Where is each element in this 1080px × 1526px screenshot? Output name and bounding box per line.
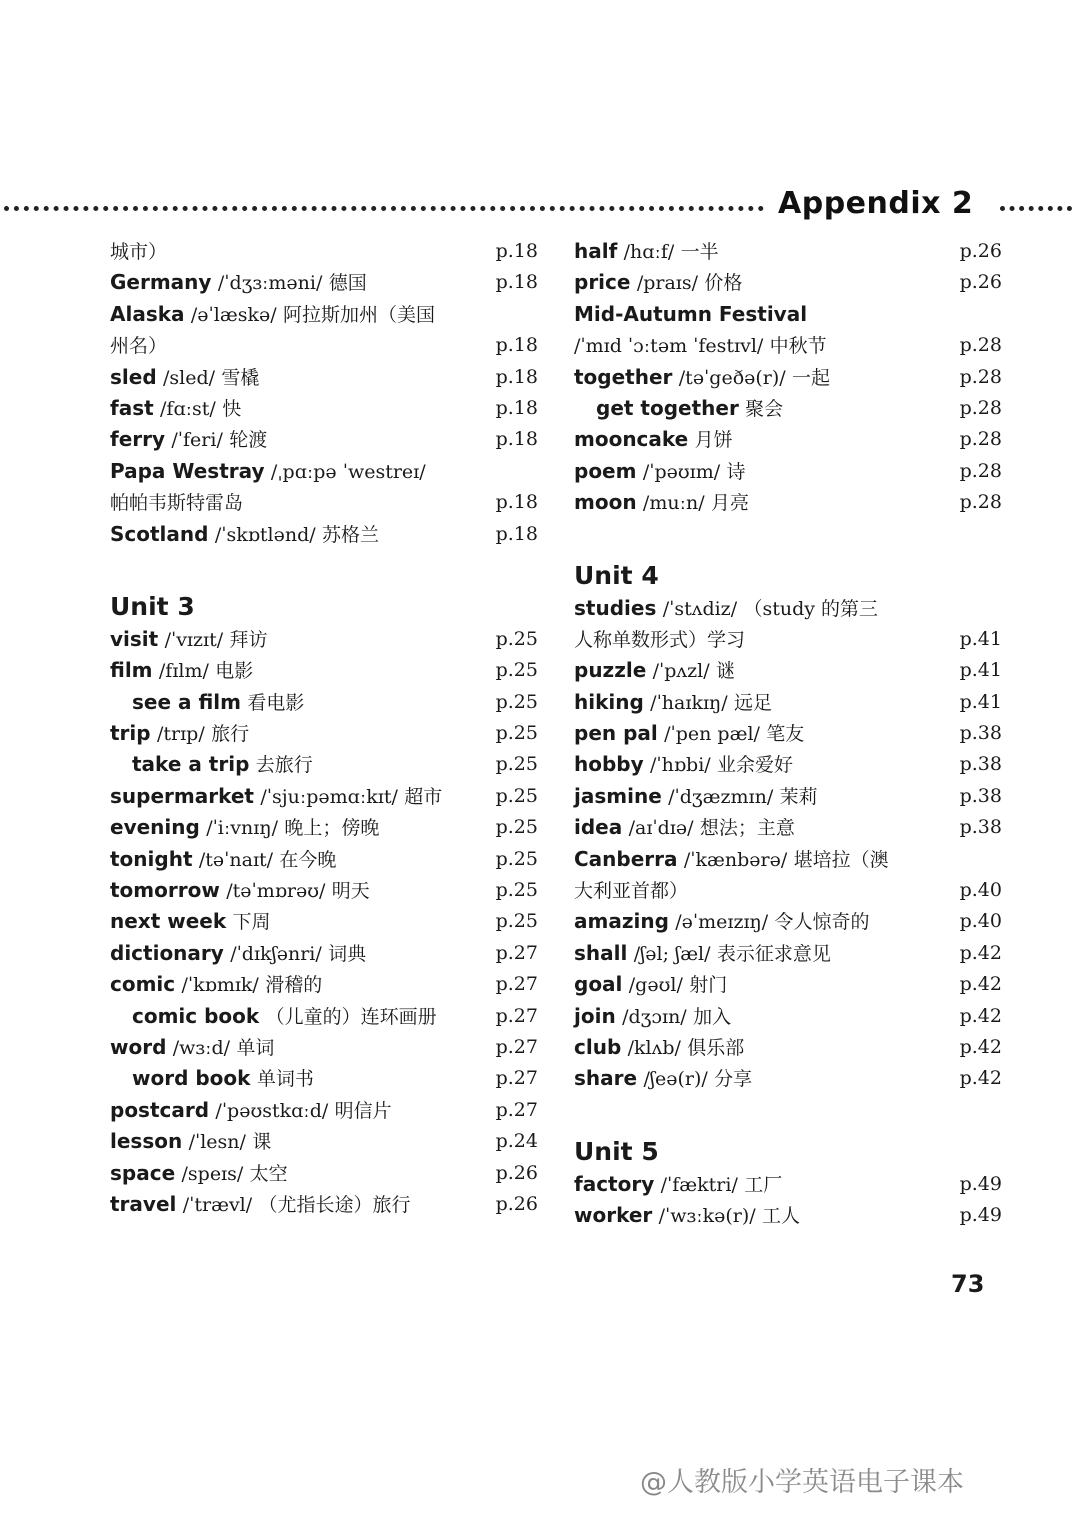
entry-translation: 笔友 (766, 723, 805, 746)
entry-word: Papa Westray (110, 458, 265, 483)
entry-phonetic: /ˈvɪzɪt/ (164, 628, 224, 651)
entry-word: factory (574, 1171, 655, 1196)
vocab-entry (574, 844, 1002, 875)
vocab-entry (110, 655, 538, 686)
section-gap (110, 550, 538, 590)
vocab-entry (110, 781, 538, 812)
vocab-entry (110, 906, 538, 937)
vocab-column-right (574, 236, 1002, 1232)
entry-page-ref: p.25 (495, 784, 538, 807)
entry-translation: 中秋节 (769, 335, 827, 358)
entry-translation: 下周 (232, 911, 271, 934)
entry-word: tonight (110, 846, 193, 871)
entry-phonetic: /təˈmɒrəʊ/ (226, 880, 326, 903)
vocab-entry (574, 362, 1002, 393)
entry-page-ref: p.18 (495, 491, 538, 514)
vocab-entry (574, 969, 1002, 1000)
vocab-entry (110, 393, 538, 424)
entry-phonetic: /ˈlesn/ (188, 1131, 246, 1154)
entry-translation: 阿拉斯加州（美国 (282, 303, 435, 326)
vocab-entry (574, 1200, 1002, 1231)
entry-translation: 一半 (680, 241, 719, 263)
entry-translation: 单词书 (256, 1068, 314, 1091)
entry-page-ref: p.18 (495, 240, 538, 262)
entry-page-ref: p.18 (495, 428, 538, 451)
entry-word: Scotland (110, 521, 209, 546)
entry-phonetic: /ˈfæktri/ (660, 1173, 738, 1196)
entry-word: tomorrow (110, 878, 220, 903)
entry-phonetic: /ˈpəʊɪm/ (642, 460, 721, 483)
vocab-entry (110, 267, 538, 298)
vocab-entry (110, 1158, 538, 1189)
entry-phonetic: /ˈhɒbi/ (650, 754, 711, 777)
entry-translation: （尤指长途）旅行 (258, 1193, 411, 1216)
entry-phonetic: /trɪp/ (156, 723, 205, 746)
entry-word: sled (110, 364, 157, 389)
entry-page-ref: p.27 (495, 1067, 538, 1090)
appendix-header (0, 186, 1080, 226)
vocab-entry (110, 456, 538, 487)
vocab-entry (574, 906, 1002, 937)
vocab-entry (574, 393, 1002, 424)
entry-phonetic: /ˈferi/ (171, 429, 223, 452)
vocab-entry (574, 812, 1002, 843)
entry-translation: 射门 (689, 974, 728, 997)
vocab-entry (110, 938, 538, 969)
entry-page-ref: p.41 (959, 690, 1002, 713)
entry-word: Alaska (110, 301, 185, 326)
vocab-entry (110, 330, 538, 361)
entry-phonetic: /ˈdʒæzmɪn/ (668, 785, 774, 808)
entry-phonetic: /ˈdʒɜːməni/ (217, 272, 323, 295)
watermark: @人教版小学英语电子课本 (640, 1467, 964, 1498)
vocab-entry (574, 875, 1002, 906)
entry-page-ref: p.27 (495, 1035, 538, 1058)
header-dotted-rule-right (1000, 206, 1072, 211)
entry-word: mooncake (574, 427, 689, 452)
vocab-entry (110, 299, 538, 330)
entry-page-ref: p.28 (959, 491, 1002, 514)
entry-word: next week (110, 909, 227, 934)
page-number: 73 (951, 1270, 985, 1298)
entry-page-ref: p.28 (959, 334, 1002, 357)
entry-word: puzzle (574, 658, 647, 683)
entry-page-ref: p.18 (495, 271, 538, 294)
entry-page-ref: p.26 (959, 240, 1002, 262)
entry-phonetic: /dʒɔɪn/ (622, 1005, 687, 1028)
entry-page-ref: p.27 (495, 941, 538, 964)
entry-word: get together (596, 395, 739, 420)
entry-translation: 太空 (249, 1162, 288, 1185)
entry-translation: 月饼 (694, 429, 733, 452)
section-gap (574, 519, 1002, 559)
entry-phonetic: /klʌb/ (627, 1036, 681, 1059)
entry-translation: 聚会 (745, 397, 784, 420)
entry-word: space (110, 1160, 176, 1185)
vocab-entry (574, 267, 1002, 298)
entry-word: Germany (110, 270, 212, 295)
entry-word: evening (110, 815, 200, 840)
entry-page-ref: p.41 (959, 627, 1002, 650)
entry-page-ref: p.25 (495, 690, 538, 713)
entry-word: take a trip (132, 752, 250, 777)
entry-translation: 轮渡 (229, 429, 268, 452)
unit-heading: Unit 3 (110, 591, 195, 621)
vocab-entry (110, 1032, 538, 1063)
entry-page-ref: p.18 (495, 396, 538, 419)
entry-translation: 谜 (716, 660, 736, 683)
entry-phonetic: /əˈlæskə/ (190, 303, 277, 326)
entry-word: comic (110, 972, 176, 997)
entry-word: postcard (110, 1097, 210, 1122)
vocab-entry (574, 718, 1002, 749)
vocab-entry (110, 844, 538, 875)
entry-word: trip (110, 721, 151, 746)
entry-word: poem (574, 458, 637, 483)
entry-translation: 堪培拉（澳 (793, 848, 889, 871)
entry-phonetic: /aɪˈdɪə/ (628, 817, 694, 840)
entry-page-ref: p.25 (495, 816, 538, 839)
entry-page-ref: p.28 (959, 365, 1002, 388)
entry-translation: 价格 (704, 272, 743, 295)
entry-page-ref: p.38 (959, 816, 1002, 839)
entry-page-ref: p.25 (495, 659, 538, 682)
entry-page-ref: p.38 (959, 784, 1002, 807)
entry-page-ref: p.25 (495, 879, 538, 902)
entry-phonetic: /ˈstʌdiz/ (662, 597, 738, 620)
entry-word: fast (110, 395, 154, 420)
entry-phonetic: /praɪs/ (636, 272, 699, 295)
entry-phonetic: /hɑːf/ (623, 241, 675, 263)
entry-translation: 拜访 (229, 628, 268, 651)
entry-word: worker (574, 1203, 653, 1228)
entry-phonetic: /ˈkænbərə/ (683, 848, 788, 871)
entry-phonetic: /ˌpɑːpə ˈwestreɪ/ (270, 460, 426, 483)
entry-page-ref: p.27 (495, 973, 538, 996)
entry-phonetic: /muːn/ (642, 492, 705, 515)
entry-translation: 工厂 (744, 1173, 783, 1196)
entry-translation: 表示征求意见 (716, 942, 831, 965)
vocab-entry (574, 1032, 1002, 1063)
vocab-entry (574, 330, 1002, 361)
entry-page-ref: p.18 (495, 522, 538, 545)
entry-page-ref: p.42 (959, 1035, 1002, 1058)
entry-page-ref: p.25 (495, 753, 538, 776)
entry-translation: 人称单数形式）学习 (574, 628, 746, 651)
entry-page-ref: p.28 (959, 459, 1002, 482)
entry-word: club (574, 1034, 622, 1059)
entry-word: half (574, 239, 618, 263)
vocab-entry (110, 875, 538, 906)
entry-word: film (110, 658, 153, 683)
entry-word: lesson (110, 1129, 183, 1154)
vocab-entry (110, 812, 538, 843)
entry-word: idea (574, 815, 623, 840)
entry-translation: 雪橇 (221, 366, 260, 389)
vocab-entry (574, 781, 1002, 812)
entry-phonetic: /əˈmeɪzɪŋ/ (675, 911, 769, 934)
entry-page-ref: p.40 (959, 879, 1002, 902)
unit-heading: Unit 4 (574, 560, 659, 590)
entry-translation: 德国 (328, 272, 367, 295)
entry-word: visit (110, 626, 159, 651)
entry-phonetic: /ˈdɪkʃənri/ (230, 942, 322, 965)
vocab-entry (110, 236, 538, 267)
entry-phonetic: /ˈsjuːpəmɑːkɪt/ (260, 785, 398, 808)
entry-translation: 想法；主意 (699, 817, 795, 840)
entry-translation: 快 (222, 397, 242, 420)
entry-phonetic: /ˈtrævl/ (182, 1193, 253, 1216)
entry-phonetic: /ˈwɜːkə(r)/ (658, 1205, 756, 1228)
entry-translation: 月亮 (710, 492, 749, 515)
entry-word: ferry (110, 427, 166, 452)
entry-phonetic: /sled/ (163, 366, 216, 389)
vocab-entry (574, 424, 1002, 455)
entry-translation: 旅行 (211, 723, 250, 746)
entry-translation: 去旅行 (255, 754, 313, 777)
vocab-entry (574, 487, 1002, 518)
unit-heading: Unit 5 (574, 1136, 659, 1166)
entry-translation: 茉莉 (779, 785, 818, 808)
entry-page-ref: p.27 (495, 1004, 538, 1027)
entry-translation: 超市 (404, 785, 443, 808)
entry-word: Mid-Autumn Festival (574, 301, 808, 326)
entry-page-ref: p.25 (495, 627, 538, 650)
entry-word: goal (574, 972, 623, 997)
entry-translation: 令人惊奇的 (774, 911, 870, 934)
entry-translation: 俱乐部 (687, 1036, 745, 1059)
entry-translation: 在今晚 (279, 848, 337, 871)
entry-page-ref: p.49 (959, 1172, 1002, 1195)
vocab-entry (574, 749, 1002, 780)
vocab-entry (574, 938, 1002, 969)
vocab-entry (574, 593, 1002, 624)
entry-page-ref: p.25 (495, 847, 538, 870)
entry-word: amazing (574, 909, 669, 934)
entry-translation: 远足 (734, 691, 773, 714)
entry-word: jasmine (574, 783, 662, 808)
entry-phonetic: /ˈhaɪkɪŋ/ (650, 691, 728, 714)
section-gap (574, 1095, 1002, 1135)
entry-word: pen pal (574, 721, 658, 746)
entry-translation: 电影 (215, 660, 254, 683)
vocab-entry (574, 1063, 1002, 1094)
entry-page-ref: p.18 (495, 334, 538, 357)
vocab-entry (110, 487, 538, 518)
entry-phonetic: /ˈmɪd ˈɔːtəm ˈfestɪvl/ (574, 335, 764, 358)
entry-page-ref: p.42 (959, 941, 1002, 964)
entry-translation: 课 (252, 1131, 272, 1154)
entry-page-ref: p.42 (959, 1004, 1002, 1027)
vocab-entry (574, 624, 1002, 655)
vocab-column-left (110, 236, 538, 1220)
entry-word: word (110, 1034, 167, 1059)
entry-translation: 业余爱好 (717, 754, 794, 777)
vocab-entry (110, 969, 538, 1000)
entry-page-ref: p.26 (959, 271, 1002, 294)
entry-phonetic: /ˈpəʊstkɑːd/ (215, 1099, 329, 1122)
entry-page-ref: p.28 (959, 396, 1002, 419)
vocab-entry (110, 424, 538, 455)
entry-page-ref: p.49 (959, 1204, 1002, 1227)
vocab-entry (110, 1126, 538, 1157)
entry-page-ref: p.24 (495, 1130, 538, 1153)
entry-word: join (574, 1003, 616, 1028)
entry-phonetic: /wɜːd/ (172, 1036, 231, 1059)
entry-phonetic: /fɪlm/ (158, 660, 209, 683)
entry-phonetic: /ʃəl; ʃæl/ (633, 942, 711, 965)
entry-word: moon (574, 490, 637, 515)
vocab-entry (574, 236, 1002, 267)
entry-page-ref: p.38 (959, 722, 1002, 745)
entry-page-ref: p.38 (959, 753, 1002, 776)
vocab-entry (110, 1001, 538, 1032)
entry-translation: 帕帕韦斯特雷岛 (110, 492, 244, 515)
vocab-entry (574, 456, 1002, 487)
entry-translation: 词典 (328, 942, 367, 965)
entry-page-ref: p.26 (495, 1161, 538, 1184)
vocab-entry (574, 687, 1002, 718)
entry-page-ref: p.40 (959, 910, 1002, 933)
entry-phonetic: /təˈgeðə(r)/ (678, 366, 786, 389)
entry-word: together (574, 364, 673, 389)
entry-word: shall (574, 940, 628, 965)
entry-translation: 苏格兰 (322, 523, 380, 546)
entry-word: price (574, 270, 631, 295)
entry-word: see a film (132, 689, 241, 714)
vocab-entry (110, 687, 538, 718)
header-dotted-rule-left (4, 206, 764, 211)
entry-word: Canberra (574, 846, 678, 871)
entry-word: supermarket (110, 783, 254, 808)
entry-translation: 诗 (726, 460, 746, 483)
appendix-title: Appendix 2 (778, 186, 974, 221)
entry-phonetic: /ˈpʌzl/ (652, 660, 710, 683)
entry-word: comic book (132, 1003, 260, 1028)
entry-word: travel (110, 1191, 177, 1216)
entry-word: hobby (574, 752, 644, 777)
entry-phonetic: /təˈnaɪt/ (198, 848, 274, 871)
entry-translation: 明天 (331, 880, 370, 903)
entry-page-ref: p.42 (959, 973, 1002, 996)
vocab-entry (110, 519, 538, 550)
entry-page-ref: p.25 (495, 910, 538, 933)
entry-page-ref: p.42 (959, 1067, 1002, 1090)
entry-phonetic: /ˈiːvnɪŋ/ (206, 817, 278, 840)
vocab-entry (110, 362, 538, 393)
entry-phonetic: /ˈpen pæl/ (664, 723, 760, 746)
entry-page-ref: p.18 (495, 365, 538, 388)
entry-word: word book (132, 1066, 251, 1091)
vocab-entry (574, 1169, 1002, 1200)
entry-translation: 城市） (110, 241, 168, 263)
entry-word: share (574, 1066, 638, 1091)
entry-translation: 工人 (762, 1205, 801, 1228)
entry-translation: 大利亚首都） (574, 880, 689, 903)
entry-translation: （study 的第三 (743, 597, 879, 620)
entry-translation: 分享 (714, 1068, 753, 1091)
vocab-entry (110, 1095, 538, 1126)
entry-word: studies (574, 595, 657, 620)
vocab-entry (110, 718, 538, 749)
vocab-entry (110, 1063, 538, 1094)
entry-word: hiking (574, 689, 644, 714)
vocab-entry (574, 655, 1002, 686)
vocab-entry (574, 1001, 1002, 1032)
entry-translation: 滑稽的 (265, 974, 323, 997)
entry-page-ref: p.28 (959, 428, 1002, 451)
entry-translation: 州名） (110, 335, 168, 358)
vocab-entry (574, 299, 1002, 330)
vocab-entry (110, 749, 538, 780)
entry-phonetic: /ˈskɒtlənd/ (214, 523, 316, 546)
entry-phonetic: /fɑːst/ (160, 397, 216, 420)
entry-translation: （儿童的）连环画册 (265, 1005, 437, 1028)
entry-page-ref: p.27 (495, 1098, 538, 1121)
entry-translation: 单词 (236, 1036, 275, 1059)
vocab-entry (110, 624, 538, 655)
entry-translation: 明信片 (334, 1099, 392, 1122)
entry-translation: 晚上；傍晚 (284, 817, 380, 840)
entry-translation: 加入 (693, 1005, 732, 1028)
entry-phonetic: /speɪs/ (181, 1162, 244, 1185)
entry-word: dictionary (110, 940, 224, 965)
entry-phonetic: /gəʊl/ (628, 974, 683, 997)
entry-translation: 一起 (792, 366, 831, 389)
entry-page-ref: p.25 (495, 722, 538, 745)
entry-translation: 看电影 (247, 691, 305, 714)
entry-page-ref: p.26 (495, 1192, 538, 1215)
entry-phonetic: /ʃeə(r)/ (643, 1068, 708, 1091)
vocab-entry (110, 1189, 538, 1220)
entry-page-ref: p.41 (959, 659, 1002, 682)
entry-phonetic: /ˈkɒmɪk/ (181, 974, 259, 997)
